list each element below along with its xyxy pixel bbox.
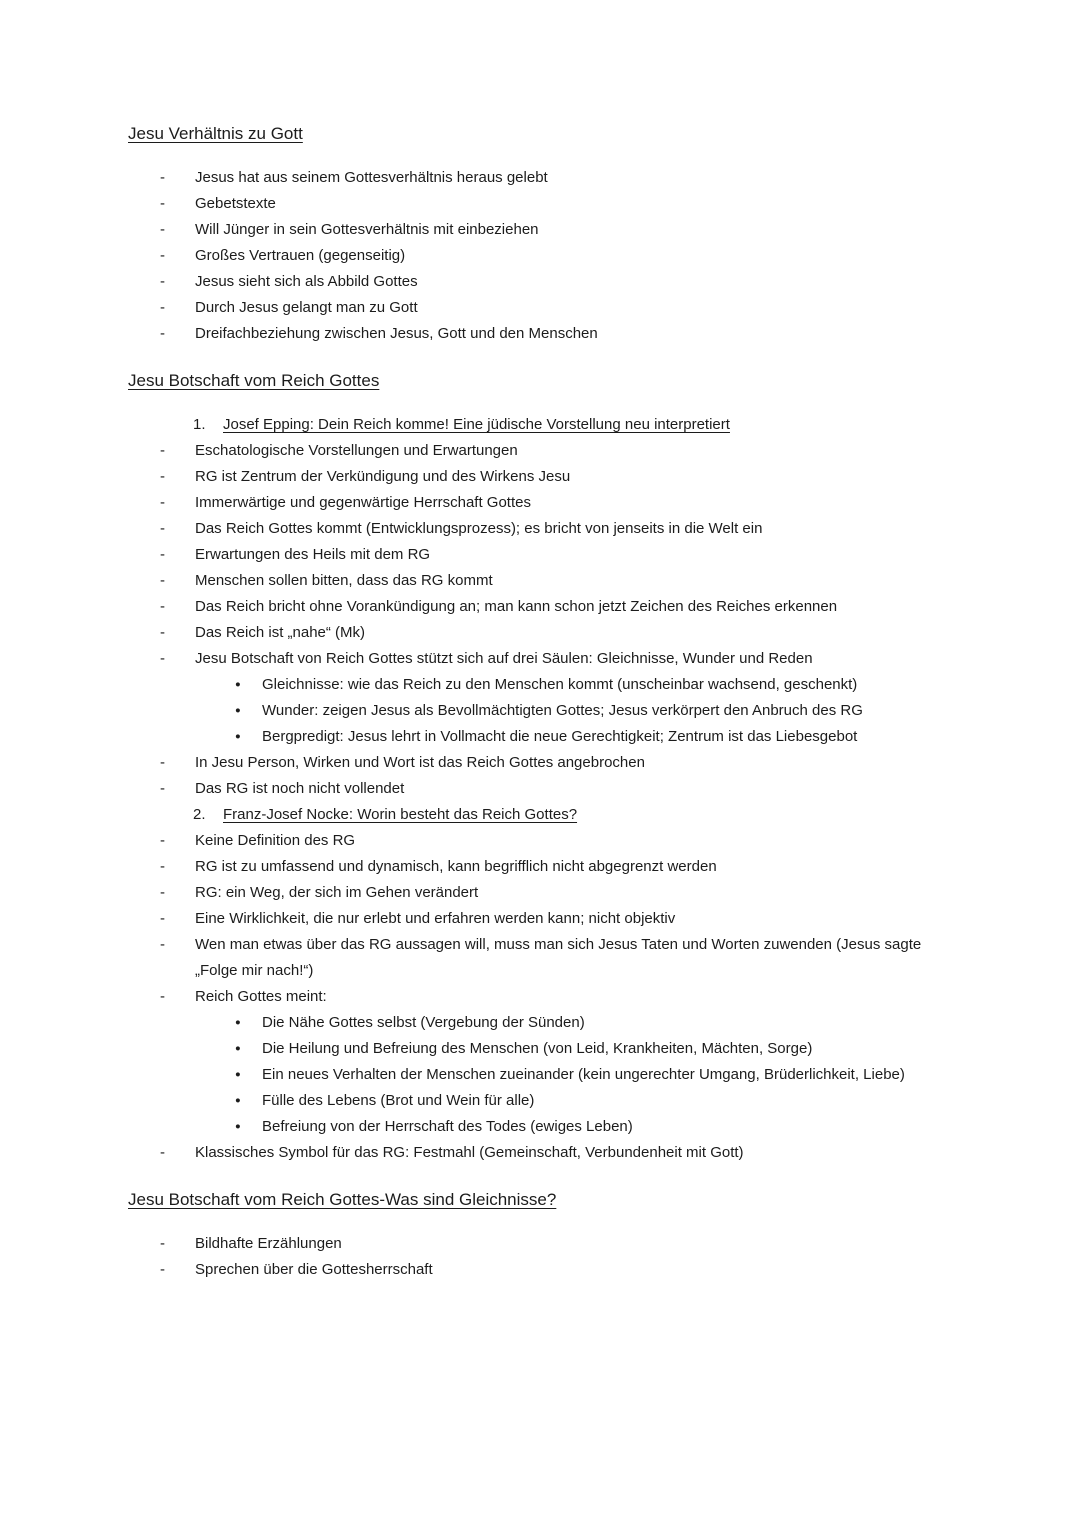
item-text: Das Reich ist „nahe“ (Mk) (195, 624, 366, 641)
section-jesu-verhaeltnis-zu-gott (128, 122, 965, 347)
list-item-dash (128, 321, 965, 347)
list-item-dash (128, 269, 965, 295)
item-text: Eschatologische Vorstellungen und Erwartungen (195, 442, 518, 459)
dash-marker: - (160, 1261, 165, 1278)
item-text: Bildhafte Erzählungen (195, 1235, 342, 1252)
dash-marker: - (160, 858, 165, 875)
list-item-dash (128, 1231, 965, 1257)
item-text: Befreiung von der Herrschaft des Todes (ewiges Leben) (262, 1118, 633, 1135)
list-item-dash (128, 594, 965, 620)
list-item-bullet (128, 724, 965, 750)
item-text: Die Heilung und Befreiung des Menschen (von Leid, Krankheiten, Mächten, Sorge) (262, 1040, 813, 1057)
list-item-dash (128, 906, 965, 932)
dash-marker: - (160, 650, 165, 667)
item-list (128, 412, 965, 1166)
dash-marker: - (160, 169, 165, 186)
list-item-dash (128, 295, 965, 321)
item-text: Das RG ist noch nicht vollendet (195, 780, 405, 797)
bullet-icon: ● (235, 731, 241, 742)
bullet-icon: ● (235, 1043, 241, 1054)
list-item-dash (128, 516, 965, 542)
dash-marker: - (160, 1144, 165, 1161)
item-list (128, 165, 965, 347)
item-text: RG ist Zentrum der Verkündigung und des Wirkens Jesu (195, 468, 571, 485)
dash-marker: - (160, 273, 165, 290)
dash-marker: - (160, 780, 165, 797)
item-text: Immerwärtige und gegenwärtige Herrschaft Gottes (195, 494, 531, 511)
list-item-bullet (128, 1010, 965, 1036)
dash-marker: - (160, 624, 165, 641)
list-item-dash (128, 243, 965, 269)
item-text: Will Jünger in sein Gottesverhältnis mit einbeziehen (195, 221, 539, 238)
item-text: Gebetstexte (195, 195, 276, 212)
dash-marker: - (160, 221, 165, 238)
dash-marker: - (160, 1235, 165, 1252)
item-text: Durch Jesus gelangt man zu Gott (195, 299, 418, 316)
section-heading: Jesu Verhältnis zu Gott (128, 124, 303, 143)
dash-marker: - (160, 832, 165, 849)
item-text: Jesus sieht sich als Abbild Gottes (195, 273, 418, 290)
bullet-icon: ● (235, 705, 241, 716)
item-text: Das Reich bricht ohne Vorankündigung an; man kann schon jetzt Zeichen des Reiches erkennen (195, 598, 838, 615)
list-item-dash (128, 542, 965, 568)
item-text: Das Reich Gottes kommt (Entwicklungsprozess); es bricht von jenseits in die Welt ein (195, 520, 763, 537)
list-item-dash (128, 568, 965, 594)
dash-marker: - (160, 754, 165, 771)
list-item-bullet (128, 1088, 965, 1114)
dash-marker: - (160, 494, 165, 511)
item-text: Reich Gottes meint: (195, 988, 327, 1005)
item-text: Jesus hat aus seinem Gottesverhältnis heraus gelebt (195, 169, 548, 186)
list-item-dash (128, 217, 965, 243)
list-item-dash (128, 620, 965, 646)
item-list (128, 1231, 965, 1283)
item-text: Gleichnisse: wie das Reich zu den Menschen kommt (unscheinbar wachsend, geschenkt) (262, 676, 858, 693)
dash-marker: - (160, 988, 165, 1005)
number-marker: 1. (193, 416, 206, 433)
list-item-dash (128, 776, 965, 802)
list-item-bullet (128, 1036, 965, 1062)
item-text: Keine Definition des RG (195, 832, 356, 849)
item-text: RG ist zu umfassend und dynamisch, kann begrifflich nicht abgegrenzt werden (195, 858, 717, 875)
dash-marker: - (160, 884, 165, 901)
bullet-icon: ● (235, 1069, 241, 1080)
item-text: RG: ein Weg, der sich im Gehen verändert (195, 884, 479, 901)
dash-marker: - (160, 325, 165, 342)
item-text: Sprechen über die Gottesherrschaft (195, 1261, 433, 1278)
list-item-dash (128, 438, 965, 464)
item-text: Wen man etwas über das RG aussagen will, muss man sich Jesus Taten und Worten zuwenden (Jesus sagte „Folge mir nach!“) (195, 936, 922, 979)
item-text: Die Nähe Gottes selbst (Vergebung der Sünden) (262, 1014, 585, 1031)
dash-marker: - (160, 247, 165, 264)
list-item-dash (128, 854, 965, 880)
list-item-dash (128, 490, 965, 516)
list-item-dash (128, 646, 965, 672)
bullet-icon: ● (235, 1095, 241, 1106)
dash-marker: - (160, 299, 165, 316)
item-text: Eine Wirklichkeit, die nur erlebt und erfahren werden kann; nicht objektiv (195, 910, 676, 927)
dash-marker: - (160, 546, 165, 563)
item-text: Bergpredigt: Jesus lehrt in Vollmacht die neue Gerechtigkeit; Zentrum ist das Liebesgebot (262, 728, 858, 745)
item-text: Josef Epping: Dein Reich komme! Eine jüdische Vorstellung neu interpretiert (223, 416, 730, 433)
section-jesu-botschaft-vom-reich-gottes (128, 369, 965, 1166)
dash-marker: - (160, 442, 165, 459)
item-text: Jesu Botschaft von Reich Gottes stützt sich auf drei Säulen: Gleichnisse, Wunder und Reden (195, 650, 813, 667)
list-item-dash (128, 464, 965, 490)
bullet-icon: ● (235, 1121, 241, 1132)
list-item-dash (128, 165, 965, 191)
list-item-bullet (128, 1062, 965, 1088)
item-text: Franz-Josef Nocke: Worin besteht das Reich Gottes? (223, 806, 578, 823)
item-text: Fülle des Lebens (Brot und Wein für alle) (262, 1092, 535, 1109)
list-item-dash (128, 191, 965, 217)
bullet-icon: ● (235, 1017, 241, 1028)
list-item-dash (128, 828, 965, 854)
item-text: Klassisches Symbol für das RG: Festmahl (Gemeinschaft, Verbundenheit mit Gott) (195, 1144, 744, 1161)
list-item-dash (128, 984, 965, 1010)
item-text: Erwartungen des Heils mit dem RG (195, 546, 431, 563)
dash-marker: - (160, 598, 165, 615)
dash-marker: - (160, 520, 165, 537)
dash-marker: - (160, 572, 165, 589)
item-text: Ein neues Verhalten der Menschen zueinander (kein ungerechter Umgang, Brüderlichkeit, Liebe) (262, 1066, 905, 1083)
item-text: Dreifachbeziehung zwischen Jesus, Gott und den Menschen (195, 325, 598, 342)
dash-marker: - (160, 910, 165, 927)
item-text: Großes Vertrauen (gegenseitig) (195, 247, 406, 264)
section-was-sind-gleichnisse (128, 1188, 965, 1283)
list-item-num (128, 412, 965, 438)
item-text: Menschen sollen bitten, dass das RG kommt (195, 572, 493, 589)
list-item-dash (128, 750, 965, 776)
list-item-bullet (128, 672, 965, 698)
list-item-dash (128, 932, 965, 984)
list-item-bullet (128, 698, 965, 724)
number-marker: 2. (193, 806, 206, 823)
item-text: Wunder: zeigen Jesus als Bevollmächtigten Gottes; Jesus verkörpert den Anbruch des RG (262, 702, 863, 719)
list-item-num (128, 802, 965, 828)
section-heading: Jesu Botschaft vom Reich Gottes-Was sind Gleichnisse? (128, 1190, 557, 1209)
dash-marker: - (160, 195, 165, 212)
list-item-dash (128, 1257, 965, 1283)
list-item-dash (128, 880, 965, 906)
bullet-icon: ● (235, 679, 241, 690)
item-text: In Jesu Person, Wirken und Wort ist das Reich Gottes angebrochen (195, 754, 645, 771)
list-item-bullet (128, 1114, 965, 1140)
list-item-dash (128, 1140, 965, 1166)
dash-marker: - (160, 936, 165, 953)
dash-marker: - (160, 468, 165, 485)
section-heading: Jesu Botschaft vom Reich Gottes (128, 371, 380, 390)
